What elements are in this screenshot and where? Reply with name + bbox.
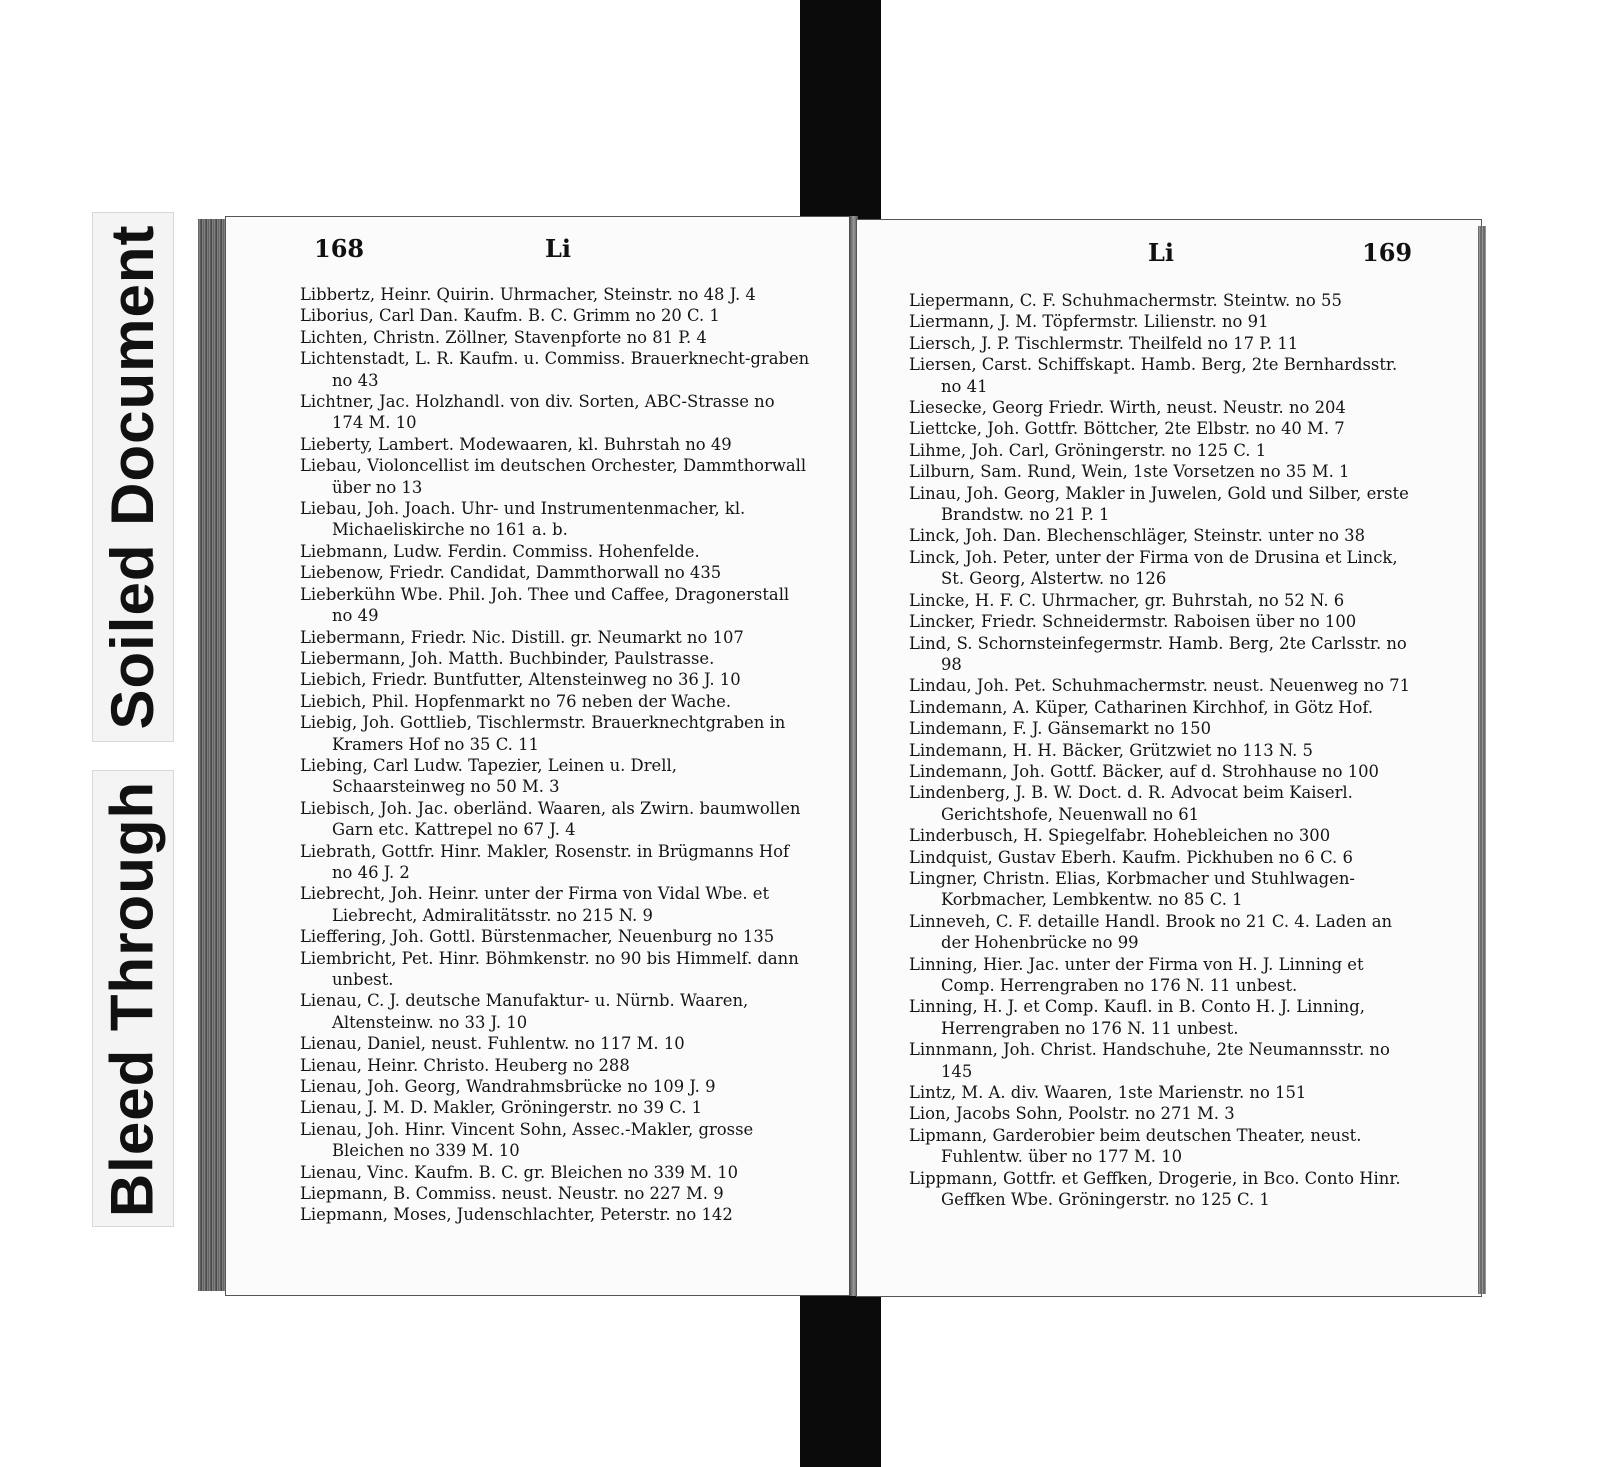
directory-entry: Lichtenstadt, L. R. Kaufm. u. Commiss. Brauerknecht-graben no 43 <box>300 349 810 390</box>
directory-entry: Lichten, Christn. Zöllner, Stavenpforte no 81 P. 4 <box>300 327 707 347</box>
directory-entry: Liepmann, Moses, Judenschlachter, Peterstr. no 142 <box>300 1205 733 1225</box>
directory-entry: Liepermann, C. F. Schuhmachermstr. Steintw. no 55 <box>909 291 1342 310</box>
directory-entry: Linning, H. J. et Comp. Kaufl. in B. Conto H. J. Linning, Herrengraben no 176 N. 11 unbest. <box>909 997 1365 1038</box>
stamp-strip-upper <box>92 212 174 742</box>
directory-entry: Linck, Joh. Dan. Blechenschläger, Steinstr. unter no 38 <box>909 526 1366 546</box>
directory-entry: Liebau, Joh. Joach. Uhr- und Instrumentenmacher, kl. Michaeliskirche no 161 a. b. <box>300 499 746 540</box>
directory-entry: Linnmann, Joh. Christ. Handschuhe, 2te Neumannsstr. no 145 <box>909 1040 1390 1081</box>
directory-entry: Lienau, Joh. Hinr. Vincent Sohn, Assec.-Makler, grosse Bleichen no 339 M. 10 <box>300 1119 754 1161</box>
directory-entry: Lincker, Friedr. Schneidermstr. Raboisen über no 100 <box>909 612 1357 632</box>
directory-entry: Liembricht, Pet. Hinr. Böhmkenstr. no 90 bis Himmelf. dann unbest. <box>300 948 799 989</box>
directory-entry: Lindemann, Joh. Gottf. Bäcker, auf d. Strohhause no 100 <box>909 761 1379 781</box>
directory-entry: Lindenberg, J. B. W. Doct. d. R. Advocat beim Kaiserl. Gerichtshofe, Neuenwall no 61 <box>909 783 1353 824</box>
right-entry-list <box>909 290 1413 1210</box>
directory-entry: Liebig, Joh. Gottlieb, Tischlermstr. Brauerknechtgraben in Kramers Hof no 35 C. 11 <box>300 713 786 754</box>
directory-entry: Liebmann, Ludw. Ferdin. Commiss. Hohenfelde. <box>300 541 700 561</box>
directory-entry: Liermann, J. M. Töpfermstr. Lilienstr. no 91 <box>909 312 1269 332</box>
stamp-strip-lower <box>92 770 174 1227</box>
directory-entry: Lingner, Christn. Elias, Korbmacher und Stuhlwagen-Korbmacher, Lembkentw. no 85 C. 1 <box>909 868 1355 910</box>
directory-entry: Liebrecht, Joh. Heinr. unter der Firma von Vidal Wbe. et Liebrecht, Admiralitätsstr. no 215 N. 9 <box>300 884 770 925</box>
directory-entry: Lindemann, H. H. Bäcker, Grützwiet no 113 N. 5 <box>909 740 1313 760</box>
directory-entry: Linneveh, C. F. detaille Handl. Brook no 21 C. 4. Laden an der Hohenbrücke no 99 <box>909 911 1393 953</box>
directory-entry: Linning, Hier. Jac. unter der Firma von H. J. Linning et Comp. Herrengraben no 176 N. 11 unbest. <box>909 954 1364 995</box>
directory-entry: Lienau, Heinr. Christo. Heuberg no 288 <box>300 1055 630 1075</box>
directory-entry: Liettcke, Joh. Gottfr. Böttcher, 2te Elbstr. no 40 M. 7 <box>909 419 1345 439</box>
directory-entry: Liebrath, Gottfr. Hinr. Makler, Rosenstr. in Brügmanns Hof no 46 J. 2 <box>300 841 790 882</box>
left-running-head: Li <box>545 234 571 263</box>
directory-entry: Liersen, Carst. Schiffskapt. Hamb. Berg, 2te Bernhardsstr. no 41 <box>909 355 1398 396</box>
book-page-edges-left <box>198 219 228 1291</box>
directory-entry: Linck, Joh. Peter, unter der Firma von de Drusina et Linck, St. Georg, Alstertw. no 126 <box>909 547 1398 589</box>
directory-entry: Lindemann, A. Küper, Catharinen Kirchhof, in Götz Hof. <box>909 697 1374 717</box>
directory-entry: Liborius, Carl Dan. Kaufm. B. C. Grimm no 20 C. 1 <box>300 306 720 326</box>
directory-entry: Liebich, Phil. Hopfenmarkt no 76 neben der Wache. <box>300 691 732 711</box>
directory-entry: Lienau, C. J. deutsche Manufaktur- u. Nürnb. Waaren, Altensteinw. no 33 J. 10 <box>300 991 749 1032</box>
directory-entry: Liepmann, B. Commiss. neust. Neustr. no 227 M. 9 <box>300 1184 724 1204</box>
directory-entry: Lilburn, Sam. Rund, Wein, 1ste Vorsetzen no 35 M. 1 <box>909 462 1350 482</box>
stamp-soiled-document: Soiled Document <box>99 224 166 730</box>
directory-entry: Lind, S. Schornsteinfegermstr. Hamb. Berg, 2te Carlsstr. no 98 <box>909 633 1407 674</box>
directory-entry: Lintz, M. A. div. Waaren, 1ste Marienstr. no 151 <box>909 1083 1307 1103</box>
directory-entry: Libbertz, Heinr. Quirin. Uhrmacher, Steinstr. no 48 J. 4 <box>300 285 756 304</box>
left-entry-list <box>300 284 810 1226</box>
directory-entry: Lippmann, Gottfr. et Geffken, Drogerie, in Bco. Conto Hinr. Geffken Wbe. Gröningerstr. no 125 C. 1 <box>909 1168 1401 1210</box>
stamp-bleed-through: Bleed Through <box>98 780 166 1218</box>
left-page-number: 168 <box>314 234 365 263</box>
directory-entry: Lieffering, Joh. Gottl. Bürstenmacher, Neuenburg no 135 <box>300 927 775 947</box>
directory-entry: Lienau, Daniel, neust. Fuhlentw. no 117 M. 10 <box>300 1034 685 1054</box>
directory-entry: Liebich, Friedr. Buntfutter, Altensteinweg no 36 J. 10 <box>300 670 741 690</box>
directory-entry: Liersch, J. P. Tischlermstr. Theilfeld no 17 P. 11 <box>909 333 1299 353</box>
book-page-edges-right <box>1478 226 1486 1294</box>
directory-entry: Lichtner, Jac. Holzhandl. von div. Sorten, ABC-Strasse no 174 M. 10 <box>300 392 775 433</box>
directory-entry: Lienau, Joh. Georg, Wandrahmsbrücke no 109 J. 9 <box>300 1077 716 1097</box>
directory-entry: Lindau, Joh. Pet. Schuhmachermstr. neust. Neuenweg no 71 <box>909 676 1411 696</box>
directory-entry: Liebermann, Friedr. Nic. Distill. gr. Neumarkt no 107 <box>300 627 744 647</box>
right-page-number: 169 <box>1362 238 1413 267</box>
directory-entry: Lipmann, Garderobier beim deutschen Theater, neust. Fuhlentw. über no 177 M. 10 <box>909 1125 1362 1167</box>
directory-entry: Linau, Joh. Georg, Makler in Juwelen, Gold und Silber, erste Brandstw. no 21 P. 1 <box>909 483 1409 525</box>
directory-entry: Lion, Jacobs Sohn, Poolstr. no 271 M. 3 <box>909 1104 1235 1124</box>
right-running-head: Li <box>1148 238 1174 267</box>
directory-entry: Lihme, Joh. Carl, Gröningerstr. no 125 C. 1 <box>909 440 1267 460</box>
directory-entry: Liebau, Violoncellist im deutschen Orchester, Dammthorwall über no 13 <box>300 456 807 497</box>
directory-entry: Lieberkühn Wbe. Phil. Joh. Thee und Caffee, Dragonerstall no 49 <box>300 584 790 626</box>
directory-entry: Liebing, Carl Ludw. Tapezier, Leinen u. Drell, Schaarsteinweg no 50 M. 3 <box>300 755 677 797</box>
directory-entry: Liebermann, Joh. Matth. Buchbinder, Paulstrasse. <box>300 648 715 668</box>
directory-entry: Lincke, H. F. C. Uhrmacher, gr. Buhrstah, no 52 N. 6 <box>909 590 1345 610</box>
directory-entry: Liebenow, Friedr. Candidat, Dammthorwall no 435 <box>300 563 722 583</box>
directory-entry: Lindquist, Gustav Eberh. Kaufm. Pickhuben no 6 C. 6 <box>909 847 1353 867</box>
book-spine-top <box>800 0 881 232</box>
directory-entry: Liebisch, Joh. Jac. oberländ. Waaren, als Zwirn. baumwollen Garn etc. Kattrepel no 67 J. 4 <box>300 798 801 840</box>
directory-entry: Lindemann, F. J. Gänsemarkt no 150 <box>909 719 1212 739</box>
directory-entry: Linderbusch, H. Spiegelfabr. Hohebleichen no 300 <box>909 826 1331 846</box>
directory-entry: Lieberty, Lambert. Modewaaren, kl. Buhrstah no 49 <box>300 434 732 454</box>
directory-entry: Lienau, Vinc. Kaufm. B. C. gr. Bleichen no 339 M. 10 <box>300 1162 739 1182</box>
book-spine-bottom <box>800 1292 881 1467</box>
directory-entry: Liesecke, Georg Friedr. Wirth, neust. Neustr. no 204 <box>909 398 1346 418</box>
directory-entry: Lienau, J. M. D. Makler, Gröningerstr. no 39 C. 1 <box>300 1098 703 1118</box>
